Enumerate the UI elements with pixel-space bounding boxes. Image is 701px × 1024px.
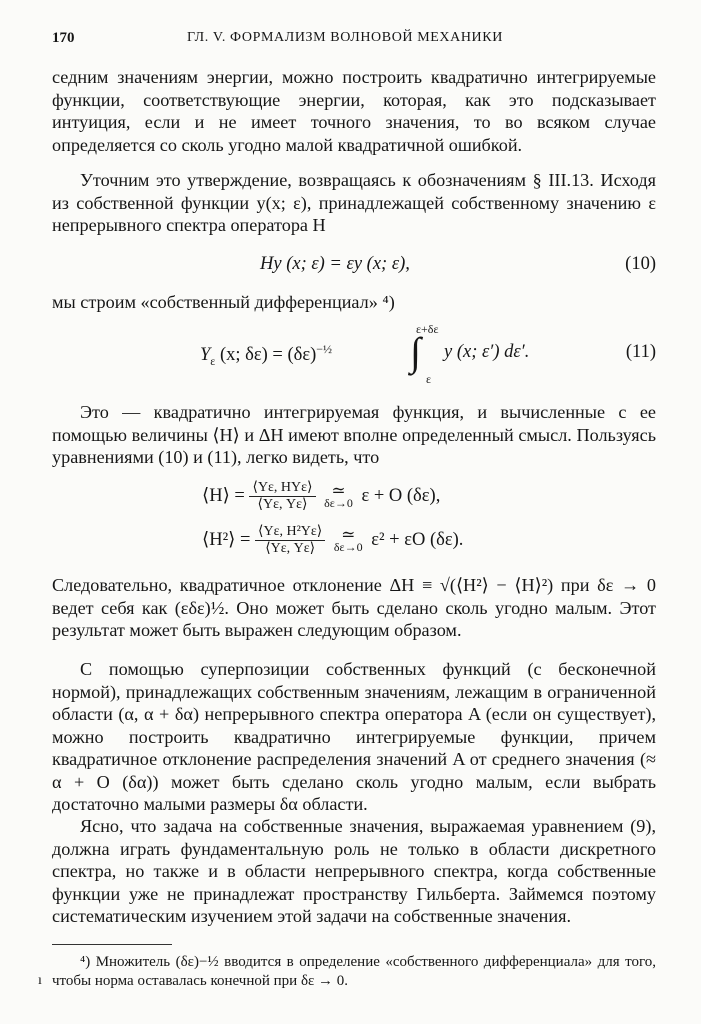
mean-H2-limit-label: δε→0 xyxy=(333,539,363,554)
paragraph-4 xyxy=(52,401,656,469)
mean-H2-approx: ≃ xyxy=(341,524,356,544)
equation-11 xyxy=(52,322,656,390)
mean-H-limit-label: δε→0 xyxy=(324,495,353,510)
mean-H2-limit xyxy=(333,524,363,554)
equation-mean-H2 xyxy=(52,520,656,560)
paragraph-5-text: Следовательно, квадратичное отклонение ΔH ≡ √(⟨H²⟩ − ⟨H⟩²) при δε → 0 ведет себя как (εδε)½. Оно может быть сделано сколь угодно малым. Этот результат может быть выражен следующим образом. xyxy=(52,575,656,640)
paragraph-5 xyxy=(52,574,656,642)
integral-sign: ∫ xyxy=(410,329,421,374)
mean-H-limit xyxy=(324,480,353,510)
page-number: 170 xyxy=(52,30,75,46)
mean-H-fraction xyxy=(249,480,315,513)
paragraph-3 xyxy=(52,291,656,314)
mean-H2-lhs: ⟨H²⟩ = xyxy=(202,529,251,550)
footnote-text: ⁴) Множитель (δε)−½ вводится в определение «собственного дифференциала» для того, чтобы норма оставалась конечной при δε → 0. xyxy=(52,954,656,989)
chapter-title: ГЛ. V. ФОРМАЛИЗМ ВОЛНОВОЙ МЕХАНИКИ xyxy=(187,30,503,45)
paragraph-6-text: С помощью суперпозиции собственных функций (с бесконечной нормой), принадлежащих собственным значениям, лежащим в ограниченной области (α, α + δα) непрерывного спектра оператора A (если он существует), можно построить квадратично интегрируемые функции, причем квадратичное отклонение распределения значений A от среднего значения (≈ α + O (δα)) может быть сделано сколь угодно малым, если выбрать достаточно малыми размеры δα области. xyxy=(52,659,656,814)
paragraph-6 xyxy=(52,658,656,816)
integral-upper-limit: ε+δε xyxy=(416,322,439,336)
paragraph-2-text: Уточним это утверждение, возвращаясь к обозначениям § III.13. Исходя из собственной функции y(x; ε), принадлежащей собственному значению ε непрерывного спектра оператора H xyxy=(52,170,656,235)
integral-lower-limit: ε xyxy=(426,372,432,386)
equation-10-number: (10) xyxy=(625,254,656,274)
equation-11-integrand: y (x; ε′) dε′. xyxy=(444,342,530,362)
mean-H2-fraction xyxy=(255,524,325,557)
mean-H-approx: ≃ xyxy=(331,480,346,500)
equation-11-number: (11) xyxy=(625,342,656,362)
equation-10-body: Hy (x; ε) = εy (x; ε), xyxy=(260,254,410,274)
equation-11-lhs-args: (x; δε) = (δε) xyxy=(215,345,317,366)
paragraph-1 xyxy=(52,66,656,156)
mean-H-denominator: ⟨Yε, Yε⟩ xyxy=(257,497,308,512)
equation-11-lhs-sub: ε xyxy=(210,353,216,368)
equation-mean-H xyxy=(52,476,656,516)
footnote-rule xyxy=(52,944,172,945)
mean-H2-denominator: ⟨Yε, Yε⟩ xyxy=(265,541,316,556)
equation-11-lhs-exp: −½ xyxy=(316,342,333,356)
paragraph-2 xyxy=(52,169,656,237)
paragraph-7-text: Ясно, что задача на собственные значения, выражаемая уравнением (9), должна играть фундаментальную роль не только в области дискретного спектра, но также и в области непрерывного спектра, когда собственные функции уже не принадлежат пространству Гильберта. Займемся поэтому систематическим изучением этой задачи на собственные значения. xyxy=(52,816,656,926)
paragraph-3-text: мы строим «собственный дифференциал» ⁴) xyxy=(52,292,395,312)
mean-H2-rhs: ε² + εO (δε). xyxy=(371,529,464,550)
paragraph-7 xyxy=(52,815,656,928)
footnote xyxy=(52,953,656,991)
running-header xyxy=(52,30,656,52)
equation-10 xyxy=(52,254,656,294)
mean-H-rhs: ε + O (δε), xyxy=(361,485,441,506)
mean-H-lhs: ⟨H⟩ = xyxy=(202,485,245,506)
equation-mean-H2-line xyxy=(202,524,463,557)
margin-mark: ı xyxy=(38,973,42,988)
paragraph-4-text: Это — квадратично интегрируемая функция, и вычисленные с ее помощью величины ⟨H⟩ и ΔH имеют вполне определенный смысл. Пользуясь уравнениями (10) и (11), легко видеть, что xyxy=(52,402,656,467)
equation-11-lhs-symbol: Y xyxy=(200,345,211,366)
paragraph-1-text: седним значениям энергии, можно построить квадратично интегрируемые функции, соответствующие энергии, которая, как это подсказывает интуиция, если и не имеет точного значения, то во всяком случае определяется со сколь угодно малой квадратичной ошибкой. xyxy=(52,67,656,155)
mean-H2-numerator: ⟨Yε, H²Yε⟩ xyxy=(255,524,325,541)
mean-H-numerator: ⟨Yε, HYε⟩ xyxy=(249,480,315,497)
equation-mean-H-line xyxy=(202,480,440,513)
equation-11-lhs xyxy=(200,342,332,369)
